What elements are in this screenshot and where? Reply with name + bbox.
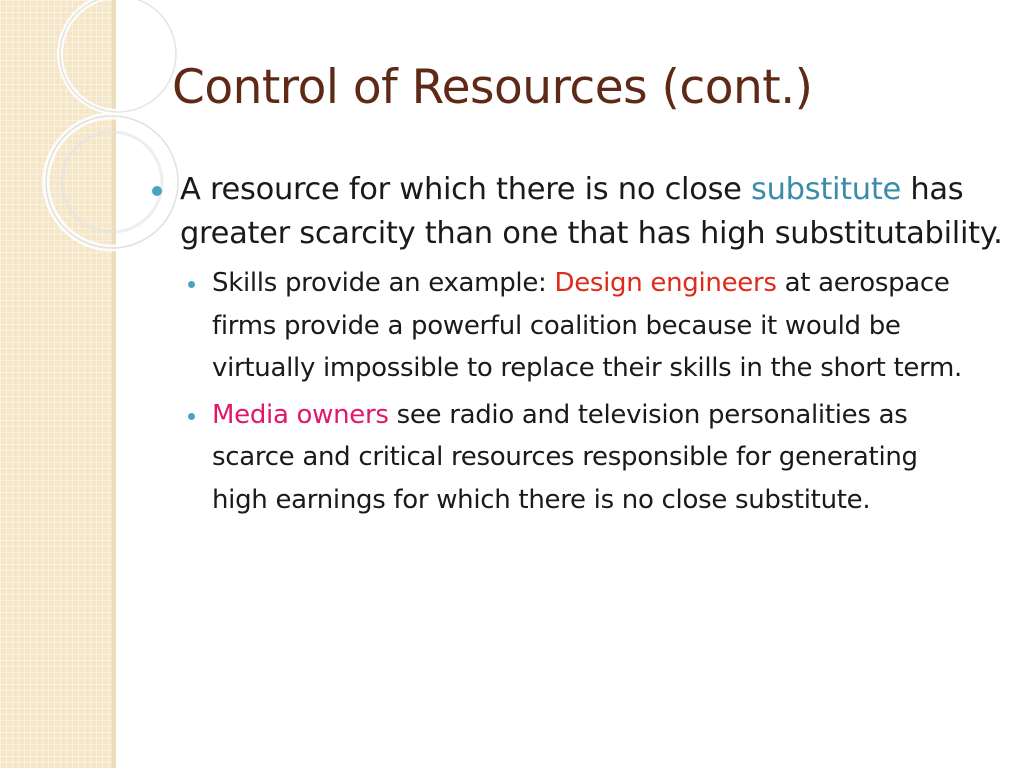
sub-bullet-highlight-design-engineers: Design engineers [554,268,777,298]
bullet-item [150,168,1010,256]
slide-content [150,168,1010,525]
sub-bullet-list [150,262,1010,521]
sub-bullet-text-post: at aerospace firms provide a powerful coalition because it would be virtually impossible to replace their skills in the short term. [212,268,962,383]
bullet-text-post: has greater scarcity than one that has high substitutability. [180,172,1003,251]
sub-bullet-item [212,262,972,390]
bullet-highlight-substitute: substitute [751,172,901,207]
sub-bullet-text-post: see radio and television personalities as scarce and critical resources responsible for generating high earnings for which there is no close substitute. [212,399,918,515]
bullet-text-pre: A resource for which there is no close [180,172,752,207]
slide-title: Control of Resources (cont.) [172,60,813,115]
sub-bullet-item [212,394,972,522]
sub-bullet-text-pre: Skills provide an example: [212,268,555,298]
bullet-dot-icon [152,186,162,196]
sub-bullet-dot-icon [188,281,195,288]
sub-bullet-highlight-media-owners: Media owners [212,399,389,430]
sub-bullet-dot-icon [188,413,195,420]
